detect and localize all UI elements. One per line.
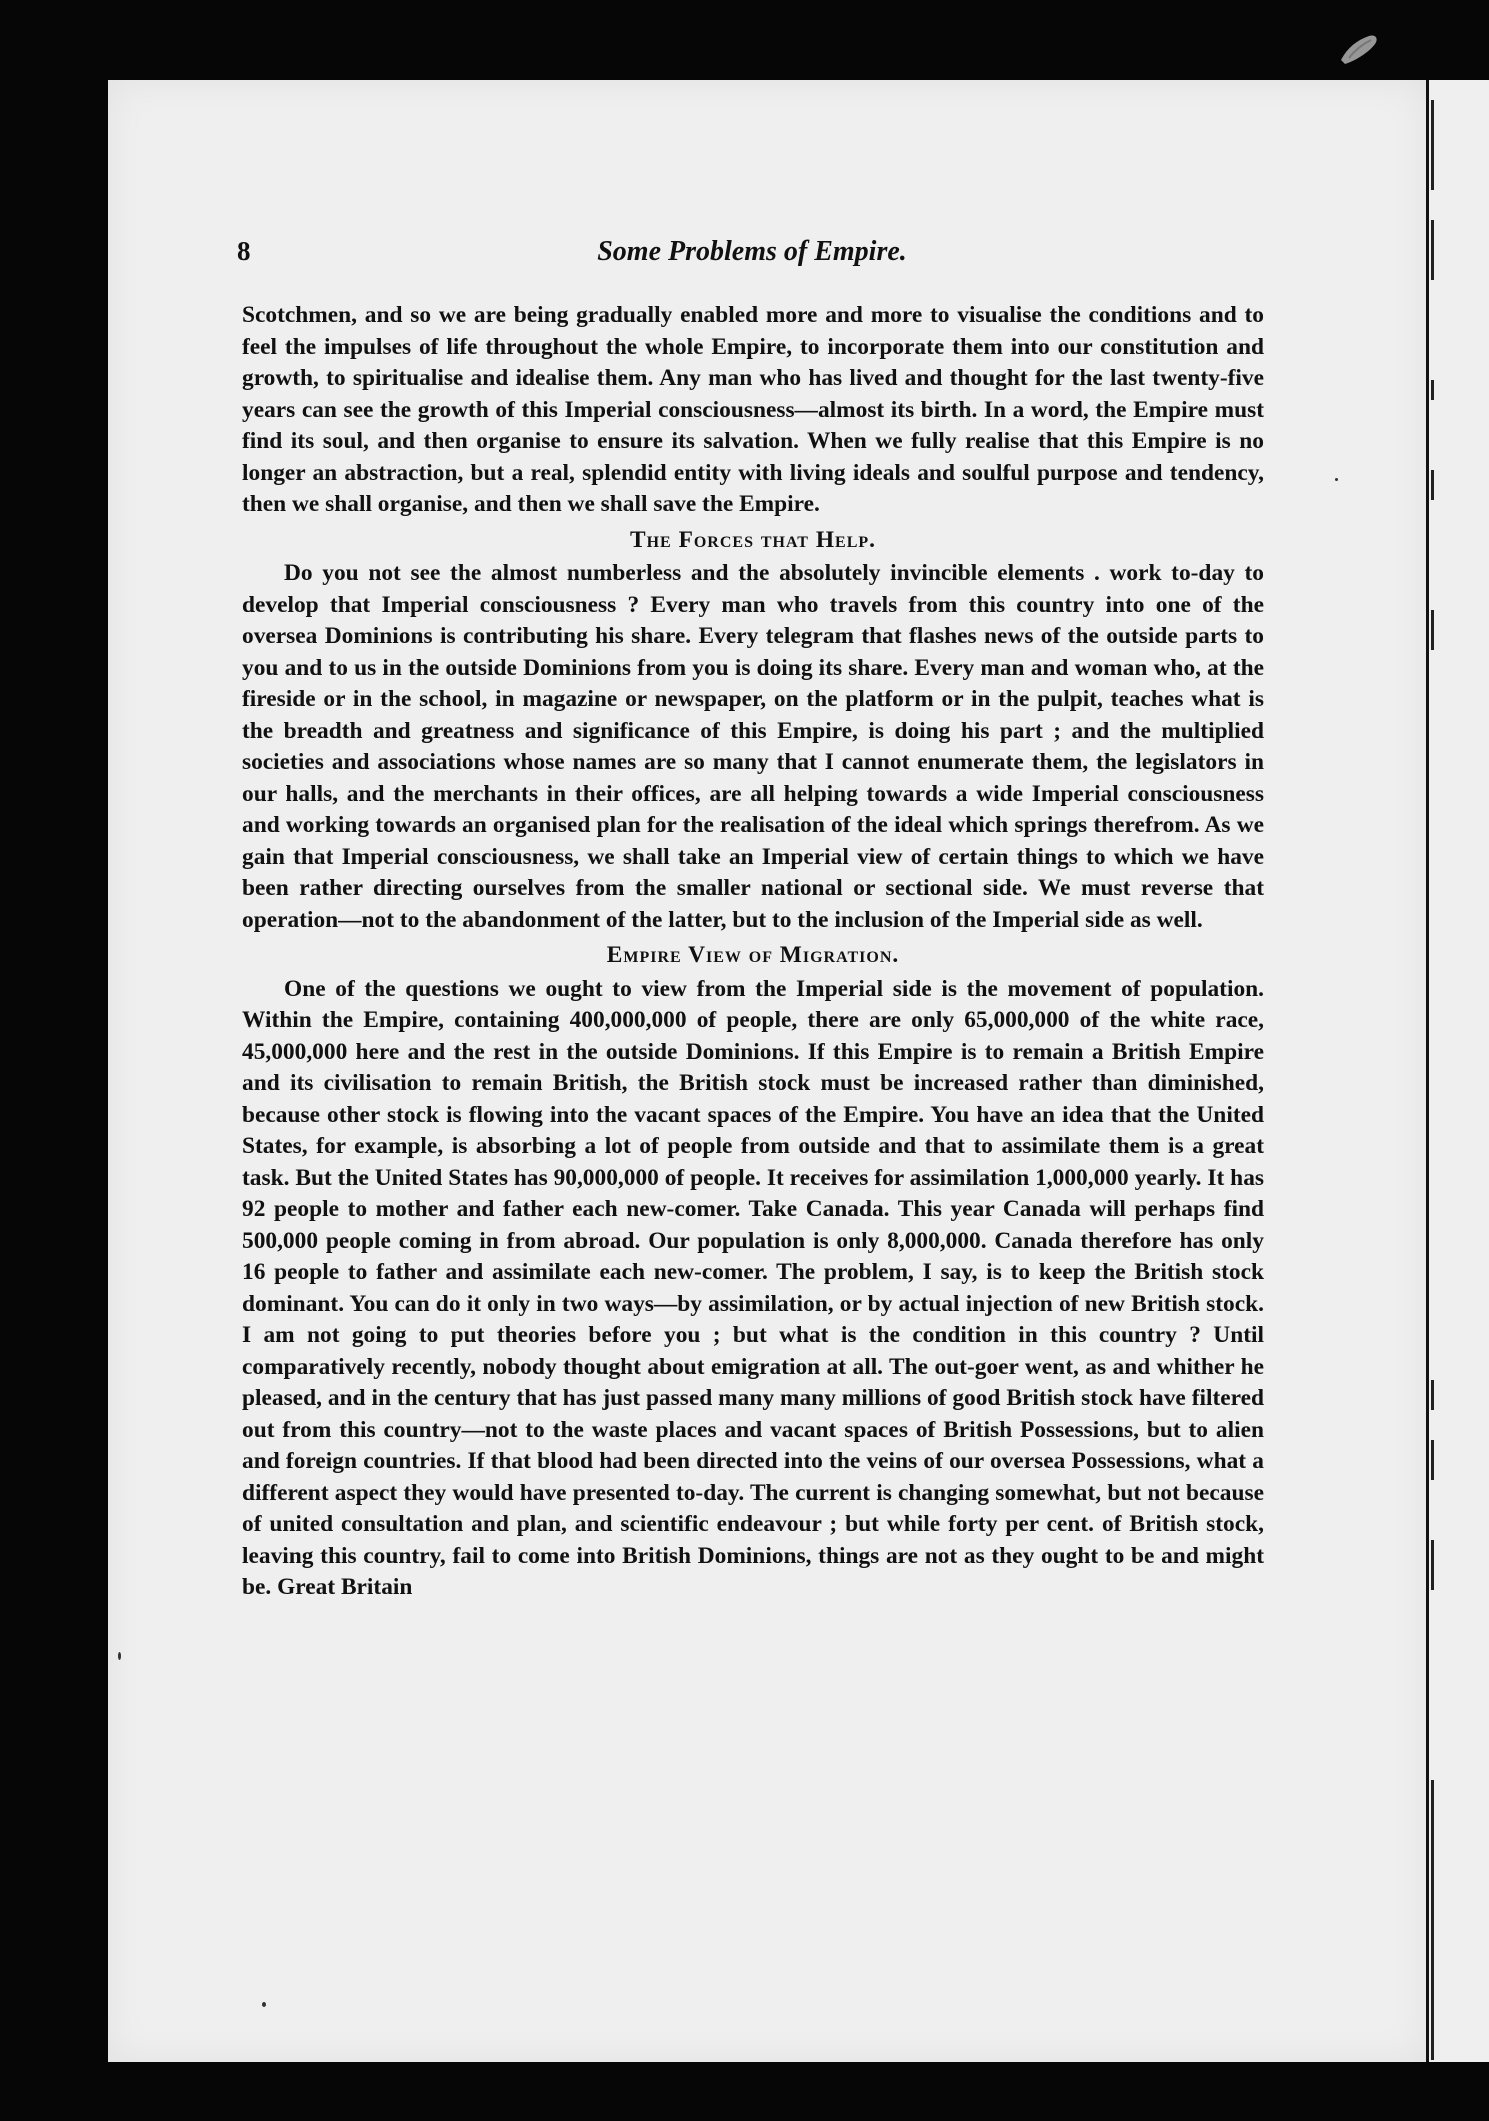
- paragraph: One of the questions we ought to view from the Imperial side is the movement of population. Within the Empire, containing 400,000,000 of people, there are only 65,000,000 of the white race, 45,000,000 here and the rest in the outside Dominions. If this Empire is to remain a British Empire and its civilisation to remain British, the British stock must be increased rather than diminished, because other stock is flowing into the vacant spaces of the Empire. You have an idea that the United States, for example, is absorbing a lot of people from outside and that to assimilate them is a great task. But the United States has 90,000,000 of people. It receives for assimilation 1,000,000 yearly. It has 92 people to mother and father each new-comer. Take Canada. This year Canada will perhaps find 500,000 people coming in from abroad. Our population is only 8,000,000. Canada therefore has only 16 people to father and assimilate each new-comer. The problem, I say, is to keep the British stock dominant. You can do it only in two ways—by assimilation, or by actual injection of new British stock. I am not going to put theories before you ; but what is the condition in this country ? Until comparatively recently, nobody thought about emigration at all. The out-goer went, as and whither he pleased, and in the century that has just passed many many millions of good British stock have filtered out from this country—not to the waste places and vacant spaces of British Possessions, but to alien and foreign countries. If that blood had been directed into the veins of our oversea Possessions, what a different aspect they would have presented to-day. The current is changing somewhat, but not because of united consultation and plan, and scientific endeavour ; but while forty per cent. of British stock, leaving this country, fail to come into British Dominions, things are not as they ought to be and might be. Great Britain: [242, 975, 1264, 1600]
- scan-speck: [118, 1652, 121, 1660]
- scan-speck: [262, 2002, 266, 2007]
- page-body: [242, 300, 1264, 1604]
- section-heading: Empire View of Migration.: [606, 942, 900, 968]
- edge-mark: [1431, 220, 1434, 280]
- edge-mark: [1431, 1780, 1434, 2060]
- edge-mark: [1431, 610, 1434, 650]
- running-title: Some Problems of Empire.: [597, 236, 907, 267]
- page-header: [237, 236, 1267, 276]
- scan-smudge-icon: [1335, 30, 1383, 70]
- section-heading: The Forces that Help.: [630, 526, 876, 553]
- edge-mark: [1431, 1440, 1434, 1480]
- edge-mark: [1431, 470, 1434, 500]
- scan-speck: [1335, 478, 1338, 481]
- paragraph: Do you not see the almost numberless and the absolutely invincible elements . work to-day to develop that Imperial consciousness ? Every man who travels from this country into one of the oversea Dominions is contributing his share. Every telegram that flashes news of the outside parts to you and to us in the outside Dominions from you is doing its share. Every man and woman who, at the fireside or in the school, in magazine or newspaper, on the platform or in the pulpit, teaches what is the breadth and greatness and significance of this Empire, is doing his part ; and the multiplied societies and associations whose names are so many that I cannot enumerate them, the legislators in our halls, and the merchants in their offices, are all helping towards a wide Imperial consciousness and working towards an organised plan for the realisation of the ideal which springs therefrom. As we gain that Imperial consciousness, we shall take an Imperial view of certain things to which we have been rather directing ourselves from the smaller national or sectional side. We must reverse that operation—not to the abandonment of the latter, but to the inclusion of the Imperial side as well.: [242, 560, 1264, 933]
- paragraph: Scotchmen, and so we are being gradually enabled more and more to visualise the conditions and to feel the impulses of life throughout the whole Empire, to incorporate them into our constitution and growth, to spiritualise and idealise them. Any man who has lived and thought for the last twenty-five years can see the growth of this Imperial consciousness—almost its birth. In a word, the Empire must find its soul, and then organise to ensure its salvation. When we fully realise that this Empire is no longer an abstraction, but a real, splendid entity with living ideals and soulful purpose and tendency, then we shall organise, and then we shall save the Empire.: [242, 302, 1264, 517]
- adjacent-page-edge: [1426, 80, 1489, 2062]
- edge-mark: [1431, 100, 1434, 190]
- edge-mark: [1431, 1540, 1434, 1590]
- edge-mark: [1431, 1380, 1434, 1410]
- edge-mark: [1431, 380, 1434, 400]
- page-number: 8: [237, 236, 251, 266]
